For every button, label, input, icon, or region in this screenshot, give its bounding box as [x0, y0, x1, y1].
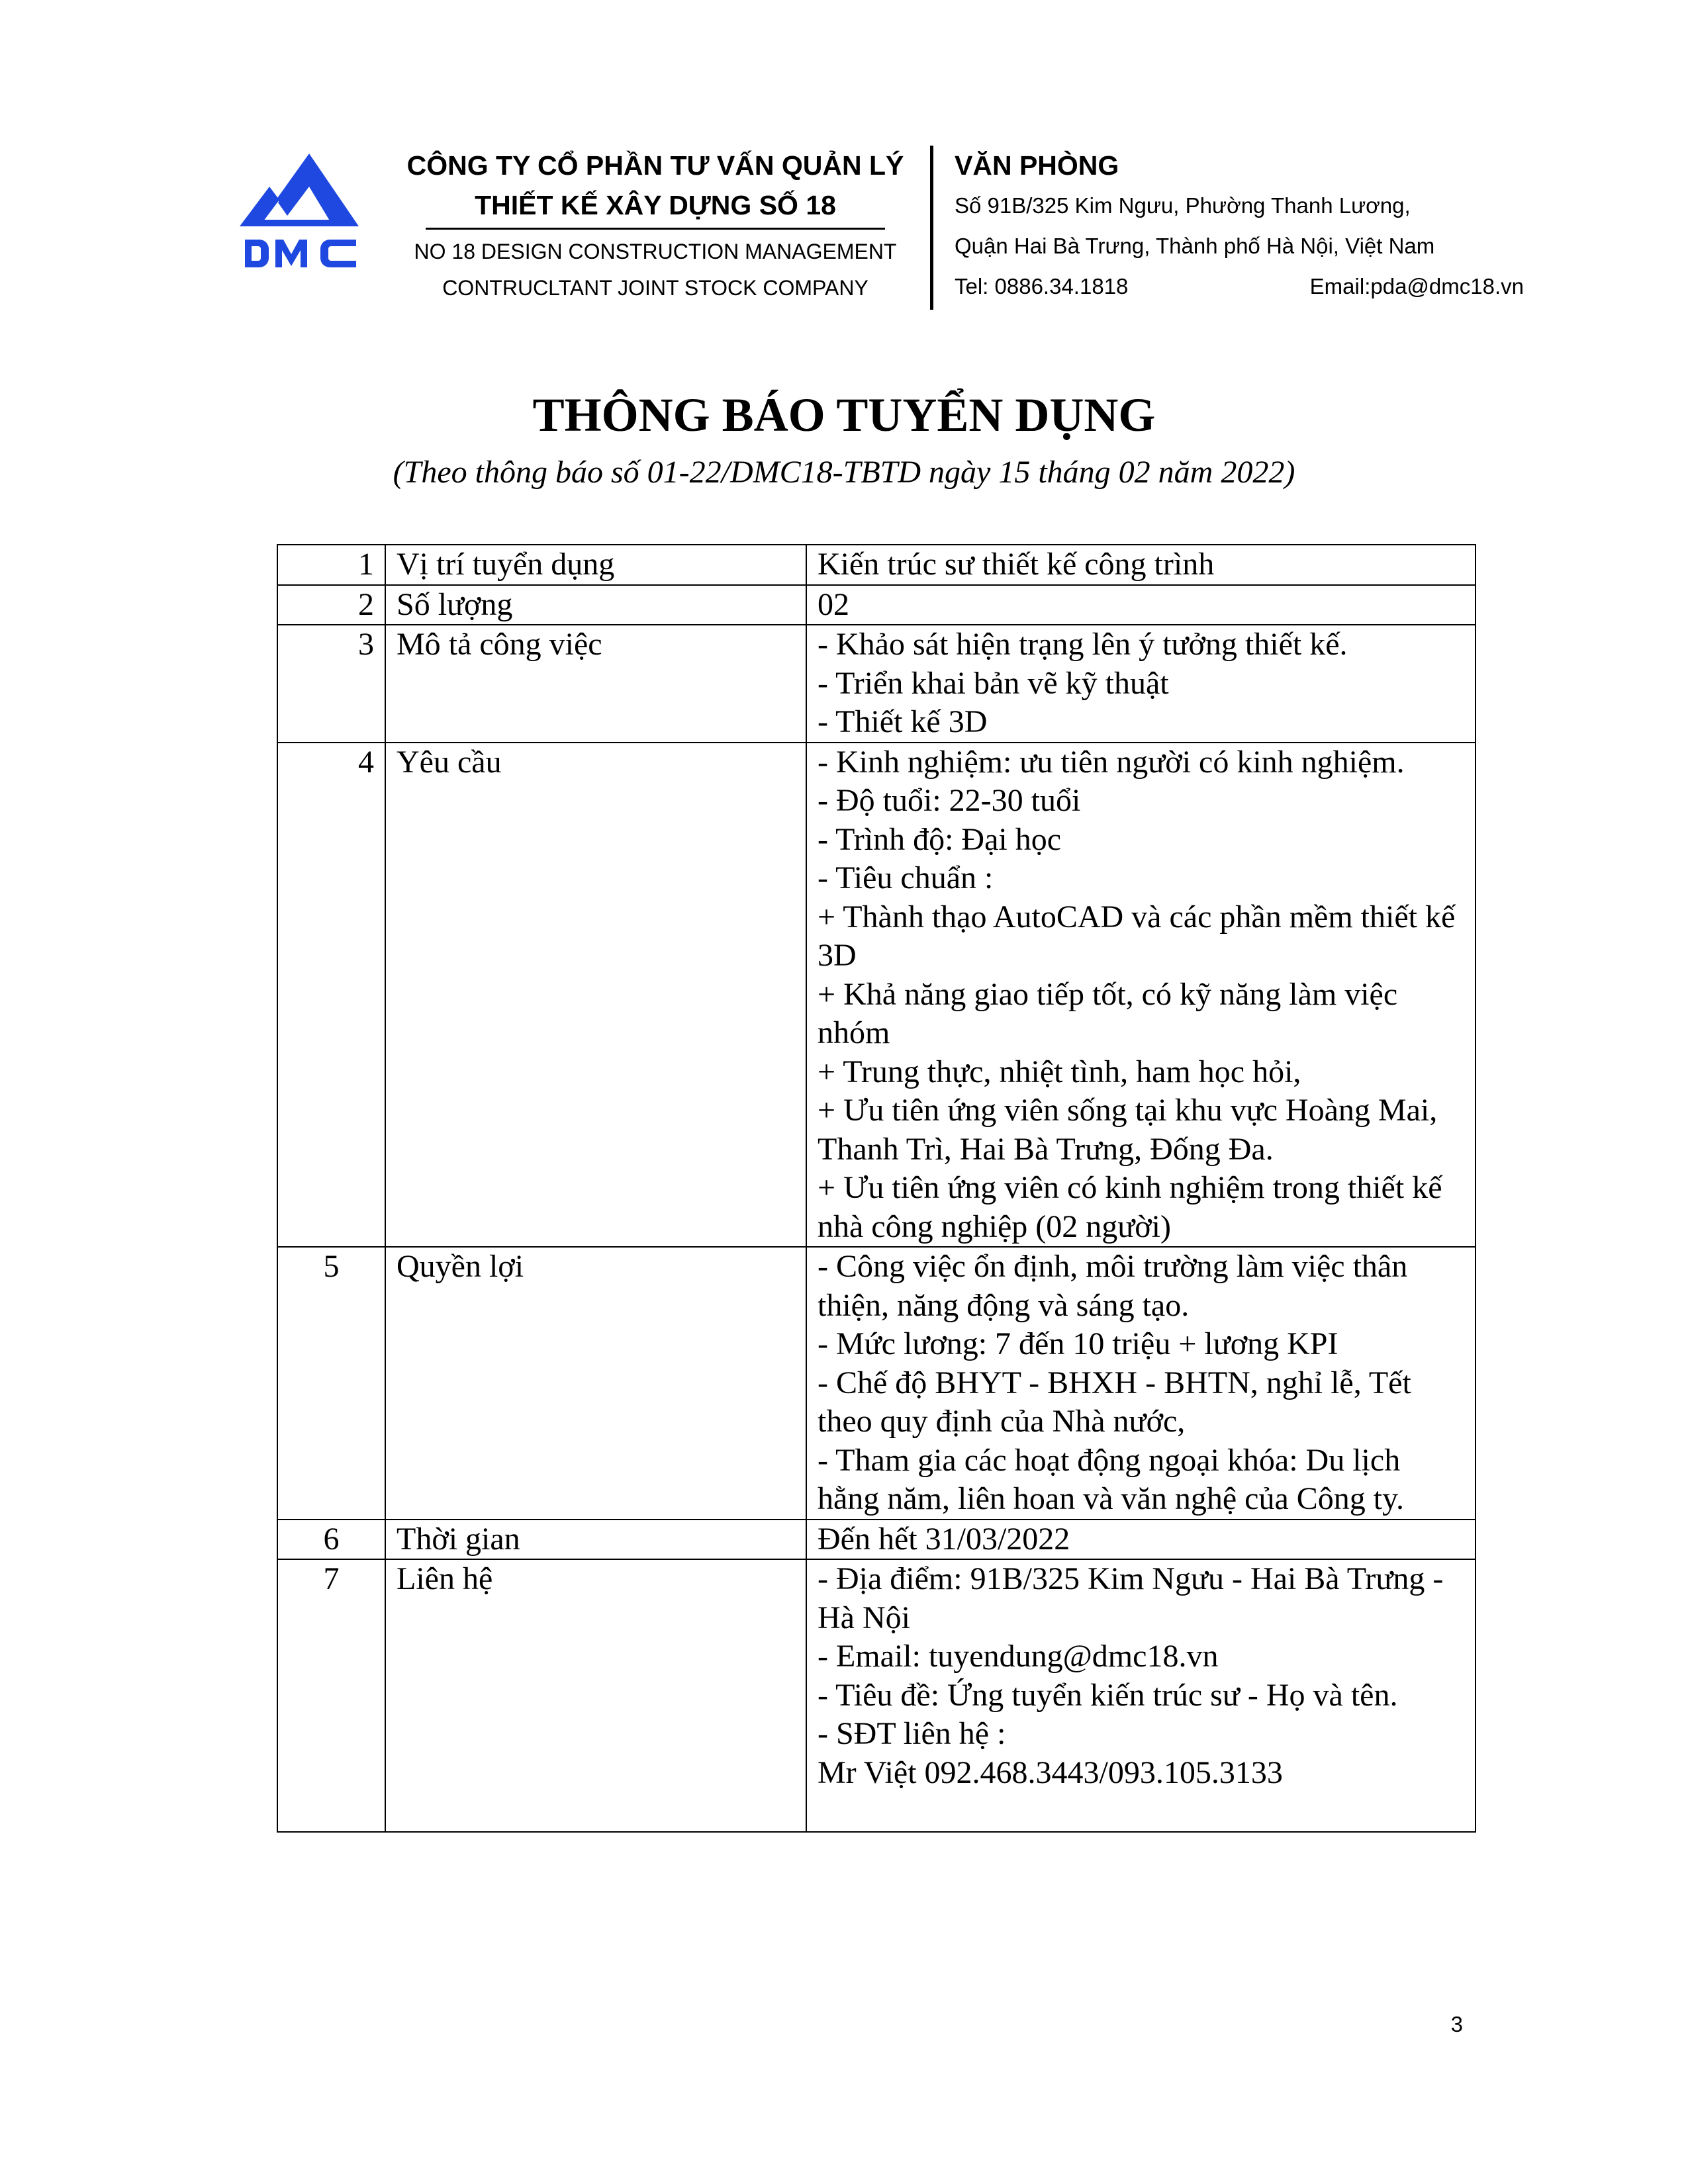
detail-line: - Tham gia các hoạt động ngoại khóa: Du lịch hằng năm, liên hoan và văn nghệ của Công ty.	[818, 1442, 1404, 1516]
detail-line: - Khảo sát hiện trạng lên ý tưởng thiết kế.	[818, 627, 1348, 662]
document-title: THÔNG BÁO TUYỂN DỤNG	[532, 388, 1156, 441]
detail-line: 02	[818, 586, 849, 622]
company-logo	[240, 147, 359, 276]
detail-line: - Email: tuyendung@dmc18.vn	[818, 1639, 1219, 1674]
row-number: 4	[277, 743, 385, 1248]
document-subtitle: (Theo thông báo số 01-22/DMC18-TBTD ngày 15 tháng 02 năm 2022)	[393, 455, 1295, 490]
row-label: Liên hệ	[385, 1559, 806, 1832]
company-name-en-line2: CONTRUCLTANT JOINT STOCK COMPANY	[442, 276, 868, 300]
detail-line: - Triển khai bản vẽ kỹ thuật	[818, 665, 1169, 701]
recruitment-table	[277, 544, 1476, 1833]
detail-line: - Chế độ BHYT - BHXH - BHTN, nghỉ lễ, Tết theo quy định của Nhà nước,	[818, 1365, 1411, 1439]
company-name-en-line1: NO 18 DESIGN CONSTRUCTION MANAGEMENT	[414, 240, 897, 263]
row-detail	[806, 743, 1476, 1248]
table-row	[277, 1520, 1476, 1560]
detail-line: - Mức lương: 7 đến 10 triệu + lương KPI	[818, 1326, 1338, 1361]
detail-line: + Ưu tiên ứng viên có kinh nghiệm trong thiết kế nhà công nghiệp (02 người)	[818, 1170, 1442, 1244]
table-row	[277, 743, 1476, 1248]
table-row	[277, 585, 1476, 625]
table-row	[277, 1247, 1476, 1520]
row-detail	[806, 1247, 1476, 1520]
row-detail	[806, 1559, 1476, 1832]
logo-letter-d	[245, 240, 269, 267]
detail-line: - Tiêu chuẩn :	[818, 860, 994, 895]
detail-line: - SĐT liên hệ :	[818, 1716, 1006, 1751]
row-label: Thời gian	[385, 1520, 806, 1560]
company-name-block	[397, 146, 914, 306]
office-address-line1: Số 91B/325 Kim Ngưu, Phường Thanh Lương,	[955, 193, 1411, 218]
row-number: 7	[277, 1559, 385, 1832]
detail-spacer	[818, 1792, 1464, 1831]
office-email: Email:pda@dmc18.vn	[1309, 274, 1524, 298]
row-number: 3	[277, 625, 385, 743]
detail-line: - Công việc ổn định, môi trường làm việc thân thiện, năng động và sáng tạo.	[818, 1249, 1408, 1323]
row-number: 6	[277, 1520, 385, 1560]
logo-triangle-inner	[278, 160, 353, 225]
office-address-line2: Quận Hai Bà Trưng, Thành phố Hà Nội, Việt Nam	[955, 234, 1435, 258]
recruitment-table-body	[277, 545, 1476, 1832]
table-row	[277, 625, 1476, 743]
office-block	[955, 146, 1524, 306]
detail-line: - Địa điểm: 91B/325 Kim Ngưu - Hai Bà Trưng - Hà Nội	[818, 1561, 1444, 1635]
detail-line: + Khả năng giao tiếp tốt, có kỹ năng làm việc nhóm	[818, 976, 1398, 1050]
detail-line: + Thành thạo AutoCAD và các phần mềm thiết kế 3D	[818, 899, 1456, 973]
page-number: 3	[1450, 2012, 1463, 2036]
table-row	[277, 1559, 1476, 1832]
detail-line: + Ưu tiên ứng viên sống tại khu vực Hoàng Mai, Thanh Trì, Hai Bà Trưng, Đống Đa.	[818, 1093, 1438, 1167]
logo-letter-c	[320, 240, 356, 267]
office-tel: Tel: 0886.34.1818	[955, 274, 1129, 298]
row-detail	[806, 585, 1476, 625]
row-number: 1	[277, 545, 385, 585]
office-title: VĂN PHÒNG	[955, 150, 1119, 181]
row-label: Quyền lợi	[385, 1247, 806, 1520]
table-row	[277, 545, 1476, 585]
header-divider	[930, 146, 933, 310]
row-label: Yêu cầu	[385, 743, 806, 1248]
detail-line: - Thiết kế 3D	[818, 704, 988, 739]
detail-line: - Kinh nghiệm: ưu tiên người có kinh nghiệm.	[818, 744, 1405, 780]
office-contact	[955, 266, 1524, 306]
detail-line: Mr Việt 092.468.3443/093.105.3133	[818, 1754, 1283, 1790]
company-name-vi-line1: CÔNG TY CỔ PHẦN TƯ VẤN QUẢN LÝ	[406, 150, 904, 181]
logo-letter-m	[275, 240, 307, 267]
row-label: Số lượng	[385, 585, 806, 625]
row-label: Vị trí tuyển dụng	[385, 545, 806, 585]
row-number: 2	[277, 585, 385, 625]
company-name-vi-line2: THIẾT KẾ XÂY DỰNG SỐ 18	[426, 185, 885, 230]
row-detail	[806, 545, 1476, 585]
detail-line: Kiến trúc sư thiết kế công trình	[818, 547, 1215, 582]
row-number: 5	[277, 1247, 385, 1520]
detail-line: - Độ tuổi: 22-30 tuổi	[818, 783, 1081, 818]
row-label: Mô tả công việc	[385, 625, 806, 743]
detail-line: - Trình độ: Đại học	[818, 821, 1062, 857]
detail-line: - Tiêu đề: Ứng tuyển kiến trúc sư - Họ và tên.	[818, 1677, 1398, 1713]
row-detail	[806, 1520, 1476, 1560]
detail-line: + Trung thực, nhiệt tình, ham học hỏi,	[818, 1054, 1301, 1089]
detail-line: Đến hết 31/03/2022	[818, 1521, 1070, 1557]
row-detail	[806, 625, 1476, 743]
